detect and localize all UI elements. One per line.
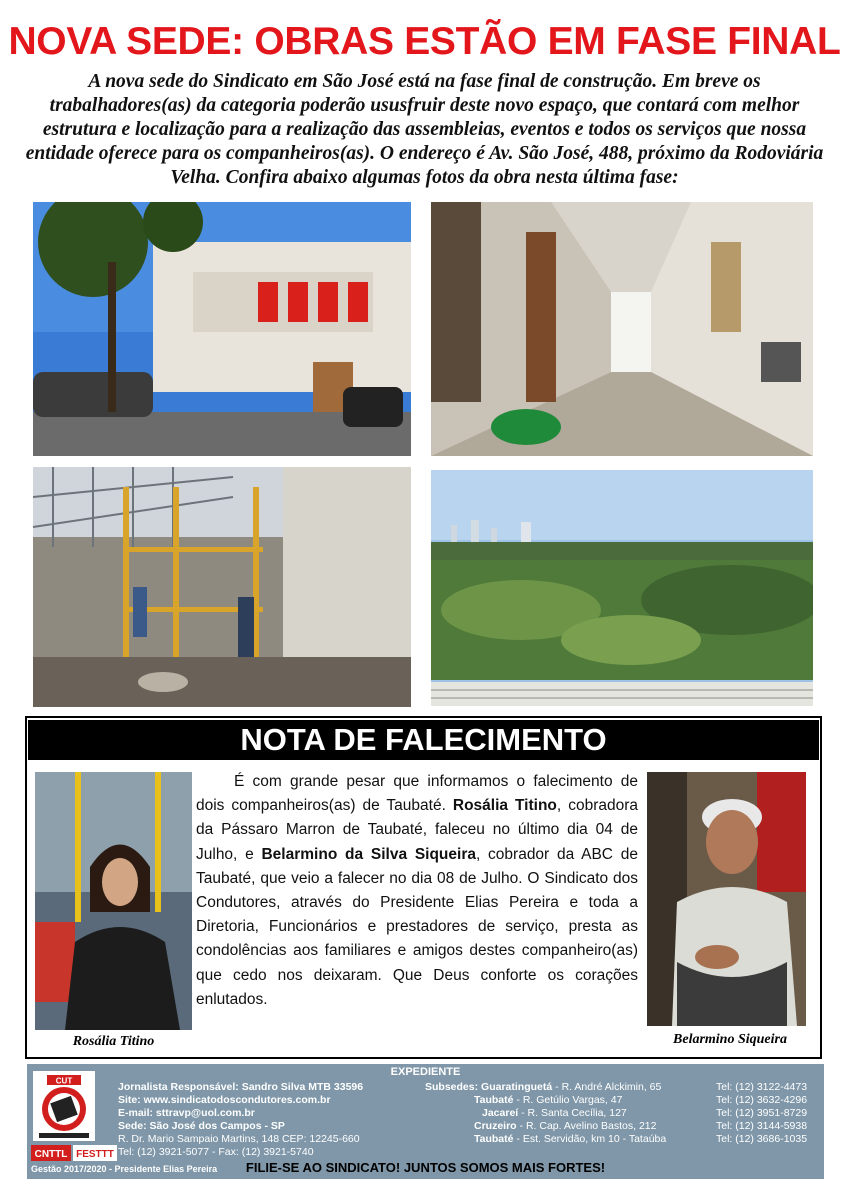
- photo-interior-corridor: [431, 202, 813, 456]
- subsede-tel: Tel: (12) 3686-1035: [716, 1133, 808, 1145]
- intro-paragraph: A nova sede do Sindicato em São José está na fase final de construção. Em breve os trabalhadores(as) da categoria poderão ususfruir deste novo espaço, que contará com melhor estrutura e localização para a realização das assembleias, eventos e todos os serviços que nossa entidade oferece para os companheiros(as). O endereço é Av. São José, 488, próximo da Rodoviária Velha. Confira abaixo algumas fotos da obra nesta última fase:: [25, 71, 824, 188]
- subsede-tel: Tel: (12) 3122-4473: [716, 1081, 808, 1093]
- caption-rosalia: Rosália Titino: [72, 1034, 155, 1049]
- obituary-text: É com grande pesar que informamos o falecimento de dois companheiros(as) de Taubaté. Rosália Titino, cobradora da Pássaro Marron de Taubaté, faleceu no último dia 04 de Julho, e Belarmino da Silva Siqueira, cobrador da ABC de Taubaté, que veio a falecer no dia 08 de Julho. O Sindicato dos Condutores, através do Presidente Elias Pereira e toda a Diretoria, Funcionários e prestadores de serviço, presta as condolências aos familiares e amigos destes companheiro(as) que cedo nos deixaram. Que Deus conforte os corações enlutados.: [196, 773, 638, 1008]
- slogan: FILIE-SE AO SINDICATO! JUNTOS SOMOS MAIS FORTES!: [245, 1160, 606, 1175]
- gestao-text: Gestão 2017/2020 - Presidente Elias Pereira: [31, 1164, 218, 1174]
- subsede-tel: Tel: (12) 3951-8729: [716, 1107, 808, 1119]
- svg-text:CNTTL: CNTTL: [34, 1149, 68, 1160]
- headline: NOVA SEDE: OBRAS ESTÃO EM FASE FINAL: [8, 20, 841, 63]
- sede-text: Sede: São José dos Campos - SP: [118, 1120, 285, 1132]
- svg-text:FESTTT: FESTTT: [76, 1149, 114, 1160]
- expediente-label: EXPEDIENTE: [390, 1066, 461, 1078]
- subsede-row: Jacareí - R. Santa Cecília, 127: [482, 1107, 627, 1119]
- subsede-tel: Tel: (12) 3632-4296: [716, 1094, 808, 1106]
- sede-tel: Tel: (12) 3921-5077 - Fax: (12) 3921-5740: [118, 1146, 314, 1158]
- site-link[interactable]: Site: www.sindicatodoscondutores.com.br: [118, 1094, 331, 1106]
- subsede-row: Subsedes: Guaratinguetá - R. André Alckimin, 65: [425, 1081, 662, 1093]
- sede-address: R. Dr. Mario Sampaio Martins, 148 CEP: 12245-660: [118, 1133, 360, 1145]
- photo-building-facade: [33, 202, 411, 456]
- svg-text:CUT: CUT: [55, 1076, 73, 1086]
- name-belarmino: Belarmino da Silva Siqueira: [261, 845, 476, 863]
- photo-rosalia-titino: [35, 772, 192, 1030]
- subsede-tel: Tel: (12) 3144-5938: [716, 1120, 808, 1132]
- caption-belarmino: Belarmino Siqueira: [673, 1032, 787, 1047]
- jornalista-text: Jornalista Responsável: Sandro Silva MTB 33596: [118, 1081, 364, 1093]
- subsede-row: Cruzeiro - R. Cap. Avelino Bastos, 212: [474, 1120, 657, 1132]
- cut-logo: [33, 1071, 95, 1141]
- obituary-title: NOTA DE FALECIMENTO: [28, 720, 819, 760]
- photo-belarmino-siqueira: [647, 772, 806, 1026]
- photo-landscape-view: [431, 470, 813, 706]
- photo-construction-scaffolding: [33, 467, 411, 707]
- subsede-row: Taubaté - R. Getúlio Vargas, 47: [474, 1094, 623, 1106]
- email-link[interactable]: E-mail: sttravp@uol.com.br: [118, 1107, 255, 1119]
- subsede-row: Taubaté - Est. Servidão, km 10 - Tataúba: [474, 1133, 667, 1145]
- name-rosalia: Rosália Titino: [452, 797, 557, 815]
